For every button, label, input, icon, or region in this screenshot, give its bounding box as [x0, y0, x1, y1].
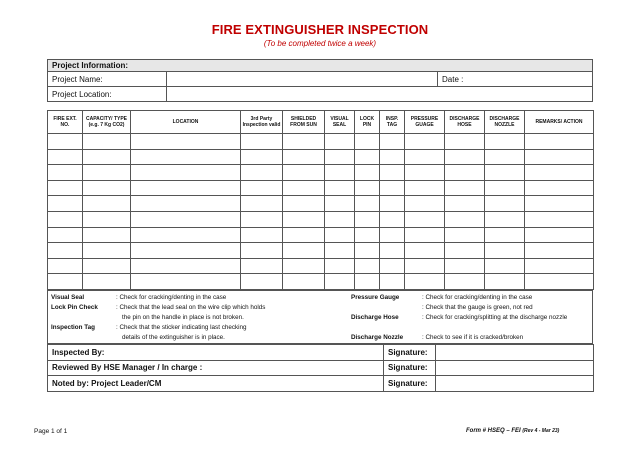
table-row: [48, 134, 594, 150]
table-cell[interactable]: [380, 274, 405, 290]
table-cell[interactable]: [525, 196, 594, 212]
legend-pressure-key: Pressure Gauge: [351, 294, 400, 301]
signature-label: Signature:: [384, 376, 436, 392]
table-cell[interactable]: [525, 274, 594, 290]
table-cell[interactable]: [131, 274, 241, 290]
table-cell[interactable]: [380, 149, 405, 165]
table-cell[interactable]: [48, 243, 83, 259]
table-cell[interactable]: [48, 134, 83, 150]
project-name-label: Project Name:: [48, 72, 167, 87]
table-cell[interactable]: [48, 211, 83, 227]
signature-field[interactable]: [436, 345, 594, 361]
table-cell[interactable]: [283, 211, 325, 227]
table-row: [48, 227, 594, 243]
table-cell[interactable]: [241, 274, 283, 290]
signature-field[interactable]: [436, 376, 594, 392]
table-cell[interactable]: [525, 258, 594, 274]
table-cell[interactable]: [325, 274, 355, 290]
project-location-field[interactable]: [167, 87, 593, 102]
col-insp-tag: INSP. TAG: [380, 111, 405, 134]
table-cell[interactable]: [380, 211, 405, 227]
table-cell[interactable]: [525, 134, 594, 150]
table-cell[interactable]: [48, 227, 83, 243]
table-cell[interactable]: [325, 211, 355, 227]
legend-pressure-text2: : Check that the gauge is green, not red: [422, 304, 533, 311]
table-cell[interactable]: [405, 134, 445, 150]
table-cell[interactable]: [131, 211, 241, 227]
table-cell[interactable]: [380, 196, 405, 212]
table-cell[interactable]: [380, 180, 405, 196]
signoff-table: [47, 344, 594, 392]
table-cell[interactable]: [355, 149, 380, 165]
table-cell[interactable]: [131, 196, 241, 212]
date-field[interactable]: [438, 72, 593, 87]
table-cell[interactable]: [241, 134, 283, 150]
table-cell[interactable]: [485, 258, 525, 274]
table-cell[interactable]: [325, 149, 355, 165]
table-cell[interactable]: [405, 227, 445, 243]
legend-lock-pin-text1: : Check that the lead seal on the wire clip which holds: [116, 304, 266, 311]
table-cell[interactable]: [283, 227, 325, 243]
table-cell[interactable]: [355, 243, 380, 259]
col-fire-ext-no: FIRE EXT. NO.: [48, 111, 83, 134]
legend-insp-tag-key: Inspection Tag: [51, 324, 95, 331]
table-cell[interactable]: [283, 243, 325, 259]
table-header-row: [48, 111, 594, 134]
col-third-party: 3rd Party Inspection valid: [241, 111, 283, 134]
table-cell[interactable]: [83, 196, 131, 212]
table-cell[interactable]: [525, 227, 594, 243]
legend-nozzle-text: : Check to see if it is cracked/broken: [422, 334, 524, 341]
legend-insp-tag-text1: : Check that the sticker indicating last checking: [116, 324, 247, 331]
table-cell[interactable]: [405, 211, 445, 227]
table-cell[interactable]: [485, 165, 525, 181]
table-cell[interactable]: [485, 149, 525, 165]
table-cell[interactable]: [325, 196, 355, 212]
table-cell[interactable]: [405, 149, 445, 165]
page-number: Page 1 of 1: [34, 428, 68, 435]
table-cell[interactable]: [445, 180, 485, 196]
table-cell[interactable]: [241, 149, 283, 165]
table-cell[interactable]: [380, 165, 405, 181]
table-cell[interactable]: [283, 180, 325, 196]
table-cell[interactable]: [405, 243, 445, 259]
form-number: [466, 428, 559, 434]
table-cell[interactable]: [325, 258, 355, 274]
legend-lock-pin-text2: the pin on the handle in place is not broken.: [122, 314, 244, 321]
table-cell[interactable]: [48, 165, 83, 181]
table-row: [48, 211, 594, 227]
table-cell[interactable]: [241, 211, 283, 227]
project-info-table: [47, 59, 593, 102]
signature-field[interactable]: [436, 360, 594, 376]
table-cell[interactable]: [405, 180, 445, 196]
col-pressure-gauge: PRESSURE GUAGE: [405, 111, 445, 134]
date-label: Date :: [442, 74, 464, 84]
col-discharge-hose: DISCHARGE HOSE: [445, 111, 485, 134]
table-cell[interactable]: [283, 134, 325, 150]
table-cell[interactable]: [525, 165, 594, 181]
col-remarks: REMARKS/ ACTION: [525, 111, 594, 134]
table-cell[interactable]: [445, 149, 485, 165]
table-cell[interactable]: [355, 274, 380, 290]
table-cell[interactable]: [445, 165, 485, 181]
legend-hose-text: : Check for cracking/splitting at the discharge nozzle: [422, 314, 568, 321]
table-cell[interactable]: [405, 165, 445, 181]
legend-hose-key: Discharge Hose: [351, 314, 399, 321]
table-cell[interactable]: [131, 227, 241, 243]
table-cell[interactable]: [485, 243, 525, 259]
table-cell[interactable]: [241, 180, 283, 196]
col-visual-seal: VISUAL SEAL: [325, 111, 355, 134]
project-location-label: Project Location:: [48, 87, 167, 102]
project-info-header: Project Information:: [48, 60, 593, 72]
legend-pressure-text1: : Check for cracking/denting in the case: [422, 294, 533, 301]
table-row: [48, 180, 594, 196]
signature-label: Signature:: [384, 345, 436, 361]
table-cell[interactable]: [83, 134, 131, 150]
table-cell[interactable]: [405, 258, 445, 274]
table-cell[interactable]: [83, 180, 131, 196]
inspected-by-field[interactable]: Inspected By:: [48, 345, 384, 361]
table-cell[interactable]: [131, 134, 241, 150]
table-cell[interactable]: [83, 149, 131, 165]
legend-visual-seal-key: Visual Seal: [51, 294, 85, 301]
table-cell[interactable]: [131, 258, 241, 274]
table-cell[interactable]: [83, 165, 131, 181]
table-row: [48, 149, 594, 165]
table-cell[interactable]: [83, 211, 131, 227]
table-cell[interactable]: [283, 258, 325, 274]
table-cell[interactable]: [380, 227, 405, 243]
col-location: LOCATION: [131, 111, 241, 134]
table-cell[interactable]: [48, 149, 83, 165]
table-cell[interactable]: [525, 180, 594, 196]
table-row: [48, 258, 594, 274]
table-cell[interactable]: [525, 211, 594, 227]
table-cell[interactable]: [48, 274, 83, 290]
legend-insp-tag-text2: details of the extinguisher is in place.: [122, 334, 225, 341]
inspection-legend: [47, 290, 593, 344]
table-cell[interactable]: [241, 165, 283, 181]
table-cell[interactable]: [131, 243, 241, 259]
table-row: [48, 274, 594, 290]
table-cell[interactable]: [325, 180, 355, 196]
table-cell[interactable]: [83, 274, 131, 290]
table-cell[interactable]: [445, 274, 485, 290]
table-cell[interactable]: [325, 227, 355, 243]
table-cell[interactable]: [485, 134, 525, 150]
table-cell[interactable]: [241, 196, 283, 212]
col-discharge-nozzle: DISCHARGE NOZZLE: [485, 111, 525, 134]
legend-nozzle-key: Discharge Nozzle: [351, 334, 404, 341]
form-subtitle: (To be completed twice a week): [263, 39, 377, 48]
table-cell[interactable]: [325, 165, 355, 181]
table-cell[interactable]: [355, 196, 380, 212]
table-cell[interactable]: [380, 258, 405, 274]
table-cell[interactable]: [48, 258, 83, 274]
reviewed-by-field[interactable]: Reviewed By HSE Manager / In charge :: [48, 360, 384, 376]
table-cell[interactable]: [241, 227, 283, 243]
table-cell[interactable]: [325, 243, 355, 259]
table-cell[interactable]: [83, 258, 131, 274]
table-cell[interactable]: [405, 274, 445, 290]
table-cell[interactable]: [380, 243, 405, 259]
table-cell[interactable]: [485, 227, 525, 243]
table-cell[interactable]: [355, 227, 380, 243]
table-cell[interactable]: [283, 165, 325, 181]
table-cell[interactable]: [525, 243, 594, 259]
table-row: [48, 243, 594, 259]
table-cell[interactable]: [325, 134, 355, 150]
table-cell[interactable]: [131, 165, 241, 181]
table-cell[interactable]: [131, 149, 241, 165]
legend-lock-pin-key: Lock Pin Check: [51, 304, 98, 311]
table-cell[interactable]: [445, 243, 485, 259]
table-cell[interactable]: [283, 196, 325, 212]
table-cell[interactable]: [83, 243, 131, 259]
signature-label: Signature:: [384, 360, 436, 376]
form-title: FIRE EXTINGUISHER INSPECTION: [211, 22, 429, 37]
project-name-field[interactable]: [167, 72, 438, 87]
inspection-table: [47, 110, 594, 290]
col-lock-pin: LOCK PIN: [355, 111, 380, 134]
table-cell[interactable]: [525, 149, 594, 165]
table-row: [48, 196, 594, 212]
table-cell[interactable]: [355, 134, 380, 150]
col-shielded: SHIELDED FROM SUN: [283, 111, 325, 134]
table-cell[interactable]: [405, 196, 445, 212]
table-cell[interactable]: [83, 227, 131, 243]
legend-visual-seal-text: : Check for cracking/denting in the case: [116, 294, 227, 301]
table-cell[interactable]: [355, 211, 380, 227]
table-cell[interactable]: [241, 258, 283, 274]
table-cell[interactable]: [355, 258, 380, 274]
table-cell[interactable]: [241, 243, 283, 259]
table-cell[interactable]: [445, 258, 485, 274]
form-id: Form # HSEQ – FEI: [466, 428, 521, 434]
table-cell[interactable]: [48, 196, 83, 212]
table-cell[interactable]: [355, 165, 380, 181]
col-capacity-type: CAPACITY/ TYPE (e.g. 7 Kg CO2): [83, 111, 131, 134]
table-cell[interactable]: [380, 134, 405, 150]
table-cell[interactable]: [485, 211, 525, 227]
table-cell[interactable]: [131, 180, 241, 196]
table-cell[interactable]: [485, 180, 525, 196]
table-row: [48, 165, 594, 181]
table-cell[interactable]: [48, 180, 83, 196]
table-cell[interactable]: [283, 149, 325, 165]
table-cell[interactable]: [445, 196, 485, 212]
noted-by-field[interactable]: Noted by: Project Leader/CM: [48, 376, 384, 392]
table-cell[interactable]: [445, 227, 485, 243]
table-cell[interactable]: [485, 274, 525, 290]
table-cell[interactable]: [445, 211, 485, 227]
table-cell[interactable]: [485, 196, 525, 212]
table-cell[interactable]: [283, 274, 325, 290]
table-cell[interactable]: [445, 134, 485, 150]
form-revision: (Rev 4 - Mar 23): [522, 428, 560, 434]
table-cell[interactable]: [355, 180, 380, 196]
